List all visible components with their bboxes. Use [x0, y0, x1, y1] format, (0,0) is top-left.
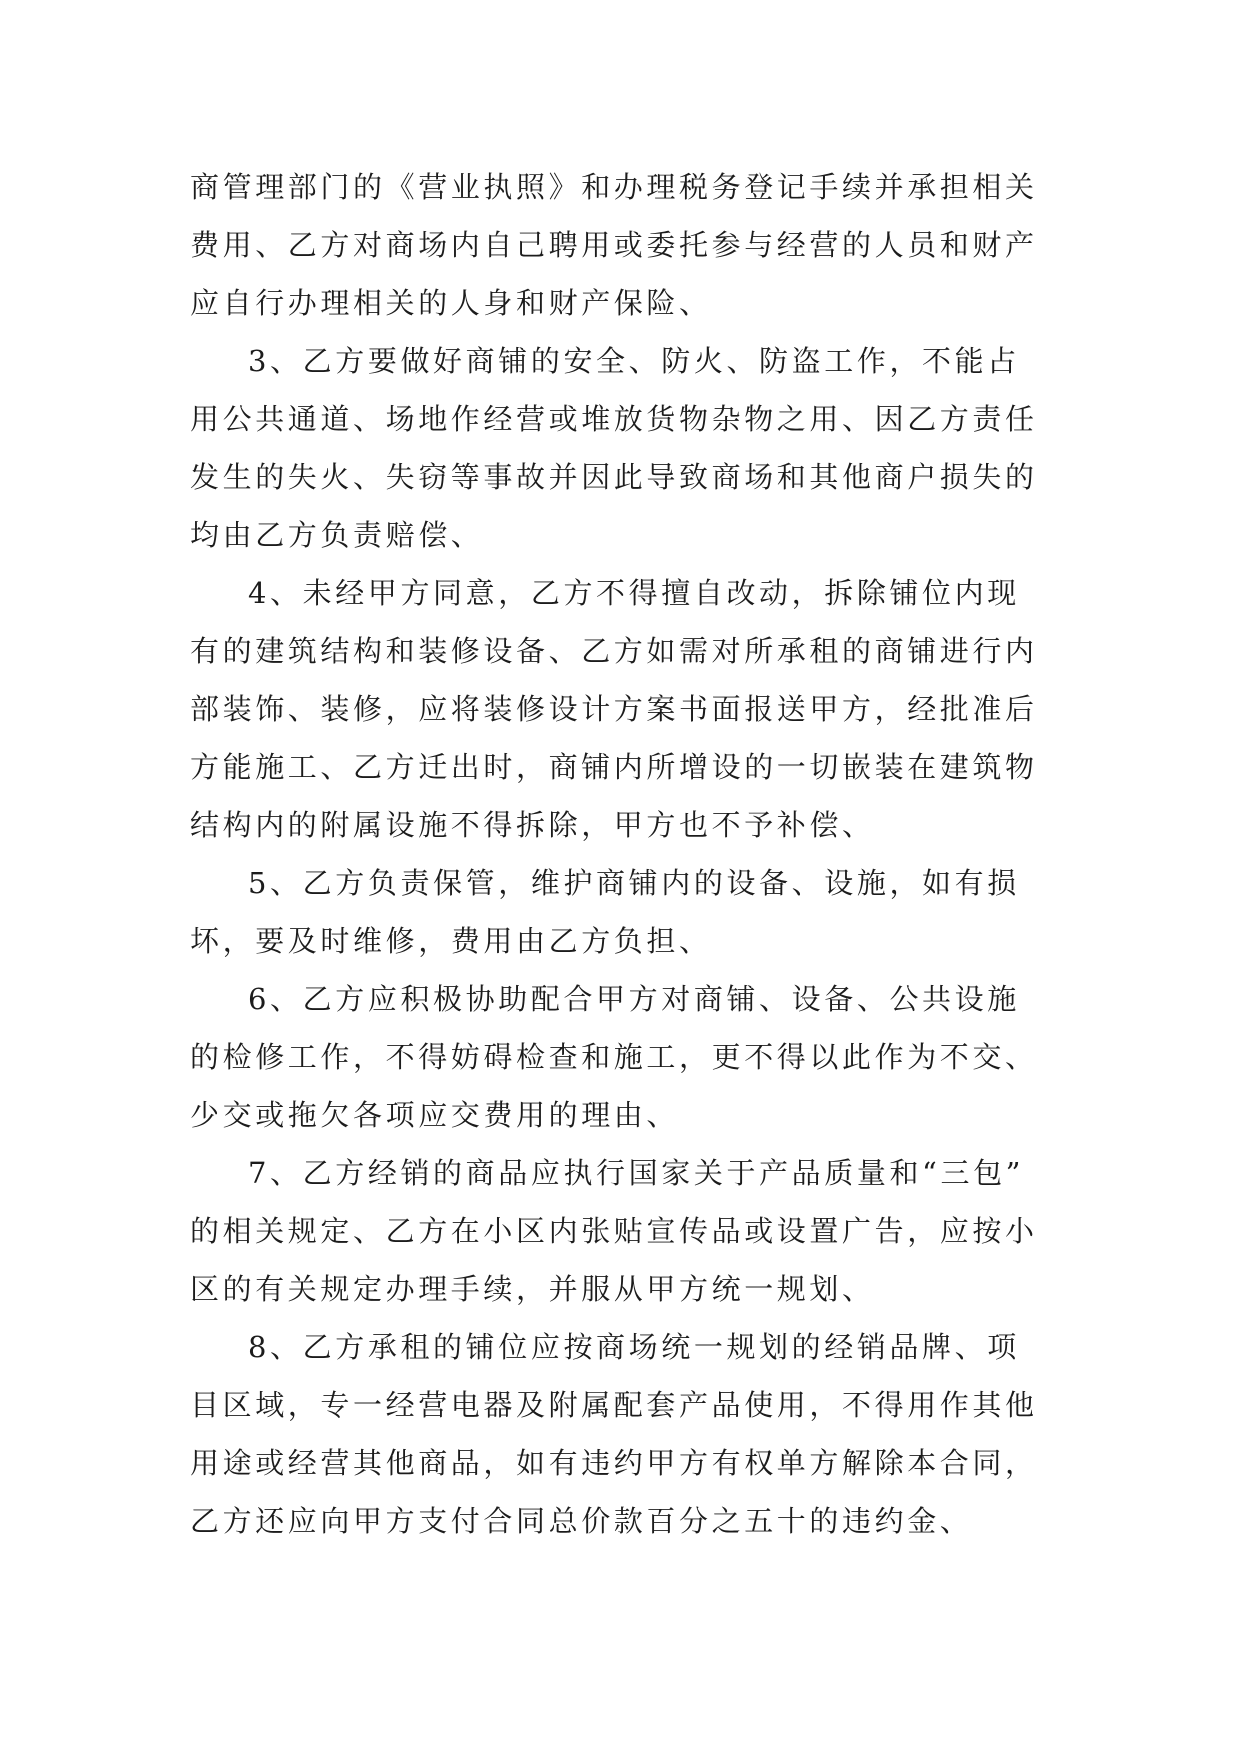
text-line: 用公共通道、场地作经营或堆放货物杂物之用、因乙方责任	[190, 402, 1038, 436]
text-line: 商管理部门的《营业执照》和办理税务登记手续并承担相关	[190, 170, 1038, 204]
text-line: 乙方还应向甲方支付合同总价款百分之五十的违约金、	[190, 1504, 973, 1538]
text-line: 有的建筑结构和装修设备、乙方如需对所承租的商铺进行内	[190, 634, 1038, 668]
text-line: 5、乙方负责保管，维护商铺内的设备、设施，如有损	[248, 866, 1020, 900]
text-line: 少交或拖欠各项应交费用的理由、	[190, 1098, 680, 1132]
text-line: 7、乙方经销的商品应执行国家关于产品质量和“三包”	[248, 1156, 1025, 1190]
text-line: 用途或经营其他商品，如有违约甲方有权单方解除本合同，	[190, 1446, 1038, 1480]
contract-body-text	[190, 158, 1070, 1550]
text-line: 的相关规定、乙方在小区内张贴宣传品或设置广告，应按小	[190, 1214, 1038, 1248]
text-line: 8、乙方承租的铺位应按商场统一规划的经销品牌、项	[248, 1330, 1020, 1364]
text-line: 结构内的附属设施不得拆除，甲方也不予补偿、	[190, 808, 875, 842]
text-line: 均由乙方负责赔偿、	[190, 518, 484, 552]
text-line: 区的有关规定办理手续，并服从甲方统一规划、	[190, 1272, 875, 1306]
text-line: 3、乙方要做好商铺的安全、防火、防盗工作，不能占	[248, 344, 1020, 378]
text-line: 4、未经甲方同意，乙方不得擅自改动，拆除铺位内现	[248, 576, 1020, 610]
text-line: 6、乙方应积极协助配合甲方对商铺、设备、公共设施	[248, 982, 1020, 1016]
text-line: 的检修工作，不得妨碍检查和施工，更不得以此作为不交、	[190, 1040, 1038, 1074]
text-line: 坏，要及时维修，费用由乙方负担、	[190, 924, 712, 958]
text-line: 应自行办理相关的人身和财产保险、	[190, 286, 712, 320]
text-line: 方能施工、乙方迁出时，商铺内所增设的一切嵌装在建筑物	[190, 750, 1038, 784]
text-line: 费用、乙方对商场内自己聘用或委托参与经营的人员和财产	[190, 228, 1038, 262]
text-line: 发生的失火、失窃等事故并因此导致商场和其他商户损失的	[190, 460, 1038, 494]
text-line: 部装饰、装修，应将装修设计方案书面报送甲方，经批准后	[190, 692, 1038, 726]
text-line: 目区域，专一经营电器及附属配套产品使用，不得用作其他	[190, 1388, 1038, 1422]
